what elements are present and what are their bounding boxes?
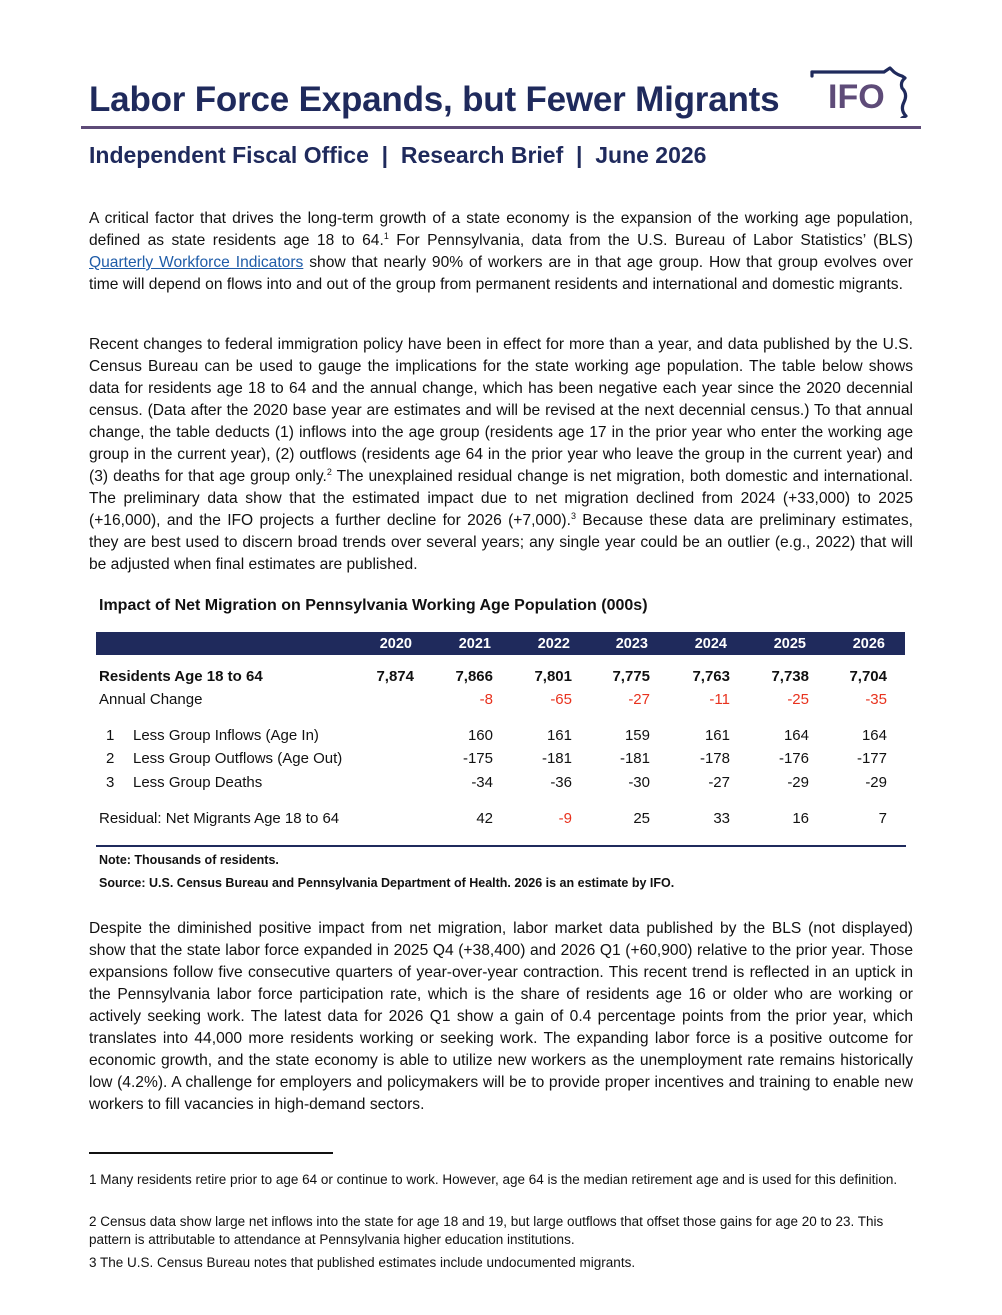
- year-header: 2024: [694, 636, 727, 652]
- text-run: The unexplained residual change is net migration, both domestic and international. The preliminary data show that the estimated impact due to net migration declined from 2024 (+33,000) to 2025 (+16,000), and the IFO projects a further decline for 2026 (+7,000).: [89, 468, 913, 529]
- cell: 7,763: [692, 668, 730, 685]
- cell: -65: [550, 691, 572, 708]
- table-row-residual: [96, 810, 905, 832]
- row-label: Residents Age 18 to 64: [99, 668, 263, 685]
- paragraph-labor-force: Despite the diminished positive impact from net migration, labor market data published by the BLS (not displayed) show that the state labor force expanded in 2025 Q4 (+38,400) and 2026 Q1 (+60,900) relative to the prior year. Those expansions follow five consecutive quarters of year-over-year contraction. This recent trend is reflected in an uptick in the Pennsylvania labor force participation rate, which is the share of residents age 16 or older who are working or actively seeking work. The latest data for 2026 Q1 show a gain of 0.4 percentage points from the prior year, which translates into 44,000 more residents working or seeking work. The expanding labor force is a positive outcome for economic growth, and the state economy is able to utilize new workers as the unemployment rate remains historically low (4.2%). A challenge for employers and policymakers will be to provide proper incentives and training to enable new workers to fill vacancies in high-demand sectors.: [89, 920, 913, 1113]
- table-row-outflows: [96, 750, 905, 772]
- text-run: Because these data are preliminary estimates, they are best used to discern broad trends over several years; any single year could be an outlier (e.g., 2022) that will be adjusted when final estimates are published.: [89, 512, 913, 573]
- page-title: Labor Force Expands, but Fewer Migrants: [89, 80, 780, 119]
- cell: -178: [699, 750, 730, 767]
- row-label: Less Group Outflows (Age Out): [133, 750, 343, 767]
- table-row-annual-change: [96, 691, 905, 713]
- ifo-logo: [806, 66, 916, 118]
- cell: 161: [546, 727, 572, 744]
- table-bottom-rule: [96, 845, 906, 847]
- cell: -29: [787, 774, 809, 791]
- paragraph-policy: [89, 334, 913, 576]
- row-index: 2: [106, 750, 115, 767]
- footnote-ref[interactable]: 2: [326, 466, 332, 477]
- table-row-residents: [96, 668, 905, 690]
- cell: 7,874: [376, 668, 414, 685]
- year-header: 2026: [852, 636, 885, 652]
- cell: 16: [792, 810, 809, 827]
- row-index: 3: [106, 774, 115, 791]
- logo-text: IFO: [828, 78, 885, 116]
- cell: 7,738: [771, 668, 809, 685]
- cell: -25: [787, 691, 809, 708]
- cell: 160: [467, 727, 493, 744]
- cell: 25: [633, 810, 650, 827]
- table-title: Impact of Net Migration on Pennsylvania Working Age Population (000s): [99, 597, 648, 614]
- year-header: 2021: [458, 636, 491, 652]
- cell: 7,801: [534, 668, 572, 685]
- footnote-3: 3 The U.S. Census Bureau notes that published estimates include undocumented migrants.: [89, 1255, 636, 1270]
- cell: -8: [479, 691, 493, 708]
- table-header: [96, 632, 905, 655]
- paragraph-intro: [89, 208, 913, 296]
- page-subtitle: Independent Fiscal Office | Research Brief | June 2026: [89, 142, 707, 168]
- cell: 7: [878, 810, 887, 827]
- cell: -34: [471, 774, 493, 791]
- table-row-deaths: [96, 774, 905, 796]
- cell: -176: [778, 750, 809, 767]
- table-note: Note: Thousands of residents.: [99, 853, 279, 867]
- cell: 164: [783, 727, 809, 744]
- qwi-link[interactable]: Quarterly Workforce Indicators: [89, 254, 304, 271]
- cell: -181: [619, 750, 650, 767]
- cell: -11: [709, 691, 730, 708]
- footnote-divider: [89, 1152, 333, 1154]
- cell: -181: [541, 750, 572, 767]
- cell: 161: [704, 727, 730, 744]
- footnote-1: 1 Many residents retire prior to age 64 or continue to work. However, age 64 is the median retirement age and is used for this definition.: [89, 1172, 898, 1187]
- cell: 7,775: [612, 668, 650, 685]
- table-row-inflows: [96, 727, 905, 749]
- table-source: Source: U.S. Census Bureau and Pennsylvania Department of Health. 2026 is an estimate by IFO.: [99, 876, 675, 890]
- cell: -177: [856, 750, 887, 767]
- cell: -30: [628, 774, 650, 791]
- cell: -175: [462, 750, 493, 767]
- cell: -36: [550, 774, 572, 791]
- row-label: Less Group Inflows (Age In): [133, 727, 319, 744]
- footnote-ref[interactable]: 3: [570, 510, 576, 521]
- title-divider: [81, 126, 921, 129]
- cell: -35: [865, 691, 887, 708]
- cell: -27: [708, 774, 730, 791]
- footnote-2: 2 Census data show large net inflows into the state for age 18 and 19, but large outflows that offset those gains for age 20 to 23. This pattern is attributable to attendance at Pennsylvania higher education institutions.: [89, 1214, 884, 1247]
- cell: -29: [865, 774, 887, 791]
- cell: 164: [861, 727, 887, 744]
- text-run: A critical factor that drives the long-term growth of a state economy is the expansion of the working age population, defined as state residents age 18 to 64.: [89, 210, 913, 249]
- row-index: 1: [106, 727, 115, 744]
- text-run: Recent changes to federal immigration policy have been in effect for more than a year, and data published by the U.S. Census Bureau can be used to gauge the implications for the state working age population. The table below shows data for residents age 18 to 64 and the annual change, which has been negative each year since the 2020 decennial census. (Data after the 2020 base year are estimates and will be revised at the next decennial census.) To that annual change, the table deducts (1) inflows into the age group (residents age 17 in the prior year who enter the working age group in the current year), (2) outflows (residents age 64 in the prior year who leave the group in the current year) and (3) deaths for that age group only.: [89, 336, 913, 485]
- footnote-ref[interactable]: 1: [383, 230, 389, 241]
- row-label: Annual Change: [99, 691, 203, 708]
- text-run: For Pennsylvania, data from the U.S. Bureau of Labor Statistics’ (BLS): [388, 232, 913, 249]
- year-header: 2023: [615, 636, 648, 652]
- year-header: 2025: [773, 636, 806, 652]
- cell: 159: [624, 727, 650, 744]
- cell: 7,866: [455, 668, 493, 685]
- year-header: 2022: [537, 636, 570, 652]
- row-label: Less Group Deaths: [133, 774, 263, 791]
- text-run: show that nearly 90% of workers are in that age group. How that group evolves over time will depend on flows into and out of the group from permanent residents and international and domestic migrants.: [89, 254, 913, 293]
- cell: -27: [628, 691, 650, 708]
- cell: -9: [558, 810, 572, 827]
- cell: 7,704: [849, 668, 887, 685]
- row-label: Residual: Net Migrants Age 18 to 64: [99, 810, 340, 827]
- year-header: 2020: [379, 636, 412, 652]
- cell: 33: [713, 810, 730, 827]
- cell: 42: [476, 810, 493, 827]
